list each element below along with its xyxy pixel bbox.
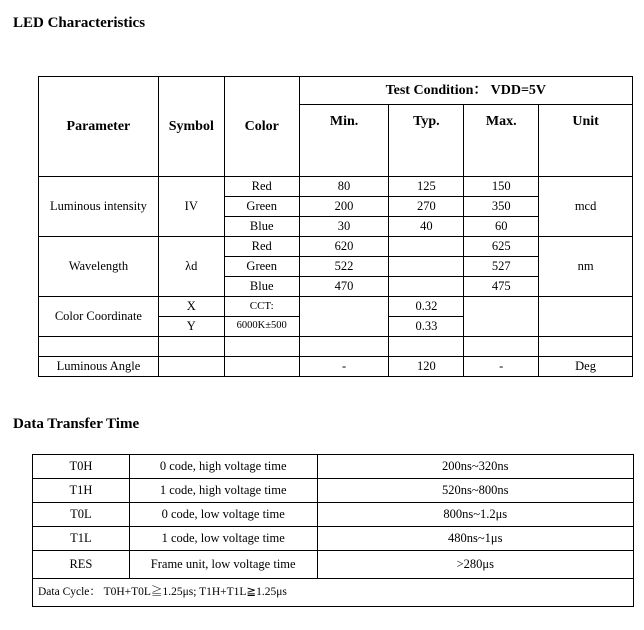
max-cell: 350 [464,197,539,217]
header-parameter: Parameter [39,77,159,177]
header-typ: Typ. [389,105,464,177]
symbol-y: Y [158,317,224,337]
data-cycle-note: Data Cycle： T0H+T0L≧1.25μs; T1H+T1L≧1.25μs [33,579,634,607]
unit-nm: nm [539,237,633,297]
typ-cell [389,257,464,277]
max-cell: 527 [464,257,539,277]
gap-cell [389,337,464,357]
symbol-lambda-d: λd [158,237,224,297]
typ-cell [389,277,464,297]
max-cell-empty [464,297,539,337]
unit-deg: Deg [539,357,633,377]
symbol-iv: IV [158,177,224,237]
angle-min: - [299,357,389,377]
typ-cell: 125 [389,177,464,197]
min-cell: 30 [299,217,389,237]
gap-cell [464,337,539,357]
gap-cell [539,337,633,357]
typ-x: 0.32 [389,297,464,317]
value-cell: 520ns~800ns [317,479,633,503]
header-max: Max. [464,105,539,177]
header-color: Color [224,77,299,177]
cct-label: CCT: [224,297,299,317]
color-cell: Blue [224,277,299,297]
gap-cell [299,337,389,357]
desc-cell: 0 code, low voltage time [129,503,317,527]
value-cell: 480ns~1μs [317,527,633,551]
min-cell: 522 [299,257,389,277]
unit-cell-empty [539,297,633,337]
unit-mcd: mcd [539,177,633,237]
value-cell: 200ns~320ns [317,455,633,479]
min-cell: 620 [299,237,389,257]
min-cell: 80 [299,177,389,197]
gap-cell [158,337,224,357]
desc-cell: Frame unit, low voltage time [129,551,317,579]
gap-cell [39,337,159,357]
header-symbol: Symbol [158,77,224,177]
param-luminous-angle: Luminous Angle [39,357,159,377]
symbol-cell-empty [158,357,224,377]
symbol-cell: T1H [33,479,130,503]
param-luminous-intensity: Luminous intensity [39,177,159,237]
color-cell: Green [224,197,299,217]
typ-y: 0.33 [389,317,464,337]
symbol-cell: T0H [33,455,130,479]
data-transfer-table [32,454,634,607]
symbol-cell: T0L [33,503,130,527]
desc-cell: 1 code, low voltage time [129,527,317,551]
param-color-coordinate: Color Coordinate [39,297,159,337]
typ-cell: 40 [389,217,464,237]
min-cell: 200 [299,197,389,217]
color-cell: Red [224,237,299,257]
typ-cell: 270 [389,197,464,217]
led-characteristics-title: LED Characteristics [13,15,146,31]
color-cell: Red [224,177,299,197]
typ-cell [389,237,464,257]
led-characteristics-table [38,76,633,377]
cct-value: 6000K±500 [224,317,299,337]
max-cell: 150 [464,177,539,197]
desc-cell: 1 code, high voltage time [129,479,317,503]
color-cell: Green [224,257,299,277]
color-cell-empty [224,357,299,377]
color-cell: Blue [224,217,299,237]
data-transfer-title: Data Transfer Time [13,416,140,432]
header-unit: Unit [539,105,633,177]
symbol-cell: T1L [33,527,130,551]
desc-cell: 0 code, high voltage time [129,455,317,479]
max-cell: 625 [464,237,539,257]
symbol-cell: RES [33,551,130,579]
header-test-condition: Test Condition： VDD=5V [299,77,632,105]
value-cell: 800ns~1.2μs [317,503,633,527]
max-cell: 60 [464,217,539,237]
value-cell: >280μs [317,551,633,579]
angle-typ: 120 [389,357,464,377]
gap-cell [224,337,299,357]
max-cell: 475 [464,277,539,297]
symbol-x: X [158,297,224,317]
header-min: Min. [299,105,389,177]
min-cell-empty [299,297,389,337]
angle-max: - [464,357,539,377]
param-wavelength: Wavelength [39,237,159,297]
min-cell: 470 [299,277,389,297]
